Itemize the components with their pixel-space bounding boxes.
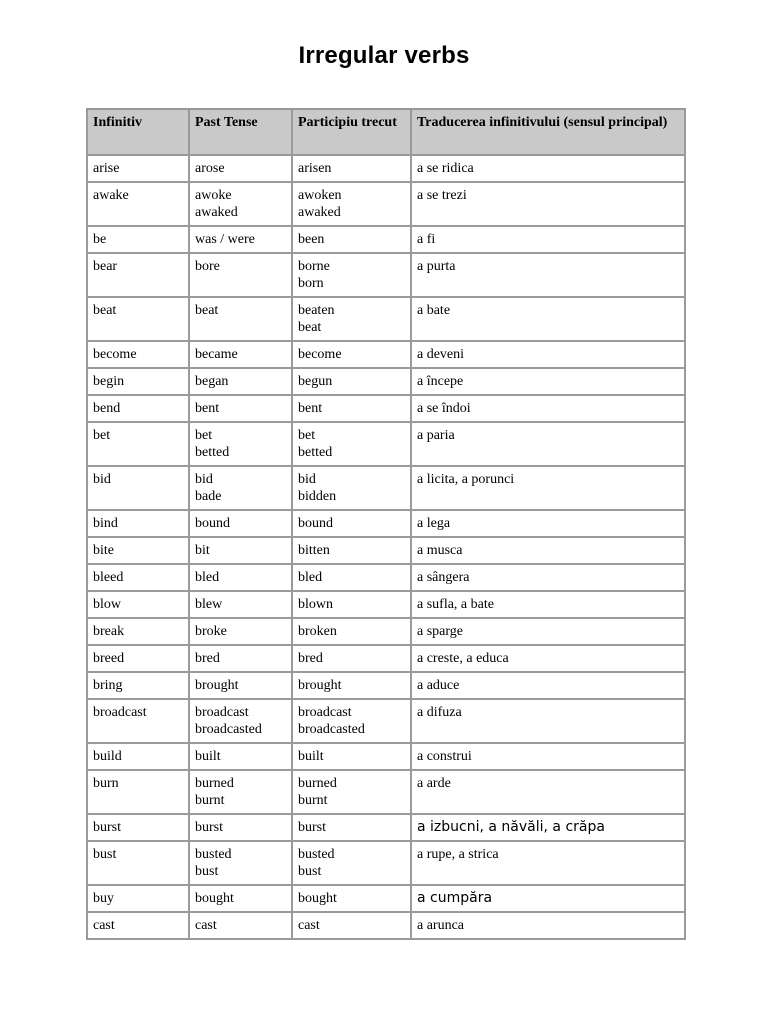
cell-past-tense <box>189 591 292 618</box>
participle-form: beat <box>298 320 322 335</box>
past-tense-form: became <box>195 347 238 362</box>
header-traducerea: Traducerea infinitivului (sensul principal) <box>411 109 685 155</box>
table-row <box>87 422 685 466</box>
cell-participiu-trecut <box>292 618 411 645</box>
past-tense-form: cast <box>195 918 217 933</box>
table-row <box>87 743 685 770</box>
header-infinitiv: Infinitiv <box>87 109 189 155</box>
cell-traducerea: a rupe, a strica <box>411 841 685 885</box>
table-row <box>87 226 685 253</box>
cell-traducerea: a aduce <box>411 672 685 699</box>
cell-participiu-trecut <box>292 395 411 422</box>
past-tense-form: burst <box>195 820 223 835</box>
cell-traducerea: a deveni <box>411 341 685 368</box>
table-row <box>87 814 685 841</box>
cell-infinitiv: bleed <box>87 564 189 591</box>
cell-past-tense <box>189 672 292 699</box>
participle-form: bent <box>298 401 323 416</box>
past-tense-form: bought <box>195 891 234 906</box>
cell-traducerea: a sufla, a bate <box>411 591 685 618</box>
table-row <box>87 912 685 939</box>
cell-participiu-trecut <box>292 564 411 591</box>
past-tense-form: burnt <box>195 793 225 808</box>
table-row <box>87 672 685 699</box>
participle-form: broadcast <box>298 705 352 720</box>
past-tense-form: awaked <box>195 205 238 220</box>
participle-form: been <box>298 232 325 247</box>
past-tense-form: bred <box>195 651 220 666</box>
cell-participiu-trecut <box>292 672 411 699</box>
participle-form: begun <box>298 374 333 389</box>
past-tense-form: bid <box>195 472 213 487</box>
table-row <box>87 564 685 591</box>
cell-infinitiv: build <box>87 743 189 770</box>
cell-participiu-trecut <box>292 226 411 253</box>
cell-infinitiv: bend <box>87 395 189 422</box>
cell-infinitiv: bind <box>87 510 189 537</box>
cell-past-tense <box>189 466 292 510</box>
participle-form: borne <box>298 259 330 274</box>
past-tense-form: burned <box>195 776 234 791</box>
cell-infinitiv: bet <box>87 422 189 466</box>
past-tense-form: broke <box>195 624 227 639</box>
past-tense-form: built <box>195 749 221 764</box>
participle-form: awoken <box>298 188 342 203</box>
cell-participiu-trecut <box>292 814 411 841</box>
page-title: Irregular verbs <box>298 42 470 69</box>
cell-past-tense <box>189 341 292 368</box>
participle-form: built <box>298 749 324 764</box>
cell-infinitiv: awake <box>87 182 189 226</box>
table-row <box>87 645 685 672</box>
table-row <box>87 699 685 743</box>
cell-infinitiv: buy <box>87 885 189 912</box>
cell-infinitiv: bid <box>87 466 189 510</box>
past-tense-form: blew <box>195 597 223 612</box>
cell-participiu-trecut <box>292 422 411 466</box>
cell-traducerea: a construi <box>411 743 685 770</box>
cell-traducerea: a arde <box>411 770 685 814</box>
participle-form: born <box>298 276 324 291</box>
cell-traducerea: a bate <box>411 297 685 341</box>
cell-past-tense <box>189 368 292 395</box>
participle-form: bidden <box>298 489 337 504</box>
cell-infinitiv: bear <box>87 253 189 297</box>
participle-form: busted <box>298 847 335 862</box>
participle-form: bled <box>298 570 323 585</box>
cell-traducerea: a sângera <box>411 564 685 591</box>
cell-infinitiv: arise <box>87 155 189 182</box>
cell-infinitiv: bust <box>87 841 189 885</box>
past-tense-form: began <box>195 374 229 389</box>
participle-form: broken <box>298 624 337 639</box>
cell-participiu-trecut <box>292 591 411 618</box>
cell-past-tense <box>189 537 292 564</box>
participle-form: cast <box>298 918 320 933</box>
participle-form: bet <box>298 428 316 443</box>
past-tense-form: bade <box>195 489 222 504</box>
cell-past-tense <box>189 510 292 537</box>
cell-participiu-trecut <box>292 466 411 510</box>
cell-past-tense <box>189 885 292 912</box>
participle-form: beaten <box>298 303 335 318</box>
participle-form: burnt <box>298 793 328 808</box>
header-participiu-trecut: Participiu trecut <box>292 109 411 155</box>
participle-form: burned <box>298 776 337 791</box>
cell-infinitiv: beat <box>87 297 189 341</box>
past-tense-form: bet <box>195 428 213 443</box>
cell-past-tense <box>189 743 292 770</box>
past-tense-form: brought <box>195 678 239 693</box>
cell-infinitiv: begin <box>87 368 189 395</box>
past-tense-form: bled <box>195 570 220 585</box>
participle-form: arisen <box>298 161 332 176</box>
cell-past-tense <box>189 841 292 885</box>
past-tense-form: awoke <box>195 188 232 203</box>
cell-traducerea: a paria <box>411 422 685 466</box>
cell-participiu-trecut <box>292 743 411 770</box>
cell-infinitiv: cast <box>87 912 189 939</box>
participle-form: bid <box>298 472 316 487</box>
header-past-tense: Past Tense <box>189 109 292 155</box>
cell-participiu-trecut <box>292 841 411 885</box>
cell-past-tense <box>189 645 292 672</box>
cell-past-tense <box>189 814 292 841</box>
participle-form: bound <box>298 516 333 531</box>
cell-participiu-trecut <box>292 253 411 297</box>
cell-traducerea: a creste, a educa <box>411 645 685 672</box>
cell-infinitiv: bite <box>87 537 189 564</box>
participle-form: blown <box>298 597 333 612</box>
cell-participiu-trecut <box>292 699 411 743</box>
past-tense-form: bound <box>195 516 230 531</box>
table-row <box>87 155 685 182</box>
cell-infinitiv: burst <box>87 814 189 841</box>
irregular-verbs-table <box>86 108 686 940</box>
cell-participiu-trecut <box>292 341 411 368</box>
cell-past-tense <box>189 422 292 466</box>
past-tense-form: bust <box>195 864 219 879</box>
table-row <box>87 618 685 645</box>
participle-form: bred <box>298 651 323 666</box>
table-row <box>87 591 685 618</box>
cell-past-tense <box>189 297 292 341</box>
table-row <box>87 368 685 395</box>
participle-form: bitten <box>298 543 330 558</box>
table-row <box>87 841 685 885</box>
cell-infinitiv: be <box>87 226 189 253</box>
participle-form: broadcasted <box>298 722 365 737</box>
cell-infinitiv: blow <box>87 591 189 618</box>
cell-past-tense <box>189 699 292 743</box>
cell-traducerea: a arunca <box>411 912 685 939</box>
past-tense-form: beat <box>195 303 219 318</box>
table-row <box>87 182 685 226</box>
participle-form: betted <box>298 445 333 460</box>
cell-traducerea: a cumpăra <box>411 885 685 912</box>
cell-past-tense <box>189 912 292 939</box>
cell-traducerea: a se ridica <box>411 155 685 182</box>
cell-traducerea: a difuza <box>411 699 685 743</box>
table-row <box>87 395 685 422</box>
cell-traducerea: a fi <box>411 226 685 253</box>
participle-form: awaked <box>298 205 341 220</box>
past-tense-form: broadcasted <box>195 722 262 737</box>
table-row <box>87 770 685 814</box>
past-tense-form: arose <box>195 161 225 176</box>
cell-traducerea: a sparge <box>411 618 685 645</box>
table-row <box>87 537 685 564</box>
past-tense-form: busted <box>195 847 232 862</box>
cell-traducerea: a purta <box>411 253 685 297</box>
cell-traducerea: a se îndoi <box>411 395 685 422</box>
cell-participiu-trecut <box>292 645 411 672</box>
cell-infinitiv: breed <box>87 645 189 672</box>
past-tense-form: bore <box>195 259 220 274</box>
table-row <box>87 341 685 368</box>
cell-past-tense <box>189 618 292 645</box>
cell-participiu-trecut <box>292 537 411 564</box>
cell-past-tense <box>189 564 292 591</box>
cell-infinitiv: broadcast <box>87 699 189 743</box>
past-tense-form: betted <box>195 445 230 460</box>
cell-participiu-trecut <box>292 182 411 226</box>
participle-form: bust <box>298 864 322 879</box>
cell-participiu-trecut <box>292 770 411 814</box>
participle-form: become <box>298 347 342 362</box>
cell-participiu-trecut <box>292 297 411 341</box>
past-tense-form: was / were <box>195 232 255 247</box>
cell-traducerea: a lega <box>411 510 685 537</box>
table-row <box>87 885 685 912</box>
table-header-row <box>87 109 685 155</box>
participle-form: brought <box>298 678 342 693</box>
cell-infinitiv: burn <box>87 770 189 814</box>
cell-past-tense <box>189 182 292 226</box>
cell-traducerea: a musca <box>411 537 685 564</box>
cell-past-tense <box>189 395 292 422</box>
past-tense-form: bent <box>195 401 220 416</box>
cell-infinitiv: bring <box>87 672 189 699</box>
cell-past-tense <box>189 226 292 253</box>
table-row <box>87 466 685 510</box>
past-tense-form: bit <box>195 543 210 558</box>
cell-participiu-trecut <box>292 885 411 912</box>
cell-past-tense <box>189 253 292 297</box>
cell-past-tense <box>189 770 292 814</box>
cell-past-tense <box>189 155 292 182</box>
table-row <box>87 510 685 537</box>
cell-participiu-trecut <box>292 510 411 537</box>
cell-participiu-trecut <box>292 368 411 395</box>
table-row <box>87 253 685 297</box>
cell-traducerea: a se trezi <box>411 182 685 226</box>
cell-traducerea: a licita, a porunci <box>411 466 685 510</box>
participle-form: burst <box>298 820 326 835</box>
cell-participiu-trecut <box>292 155 411 182</box>
past-tense-form: broadcast <box>195 705 249 720</box>
participle-form: bought <box>298 891 337 906</box>
cell-infinitiv: break <box>87 618 189 645</box>
table-row <box>87 297 685 341</box>
cell-traducerea: a începe <box>411 368 685 395</box>
cell-participiu-trecut <box>292 912 411 939</box>
cell-infinitiv: become <box>87 341 189 368</box>
cell-traducerea: a izbucni, a năvăli, a crăpa <box>411 814 685 841</box>
